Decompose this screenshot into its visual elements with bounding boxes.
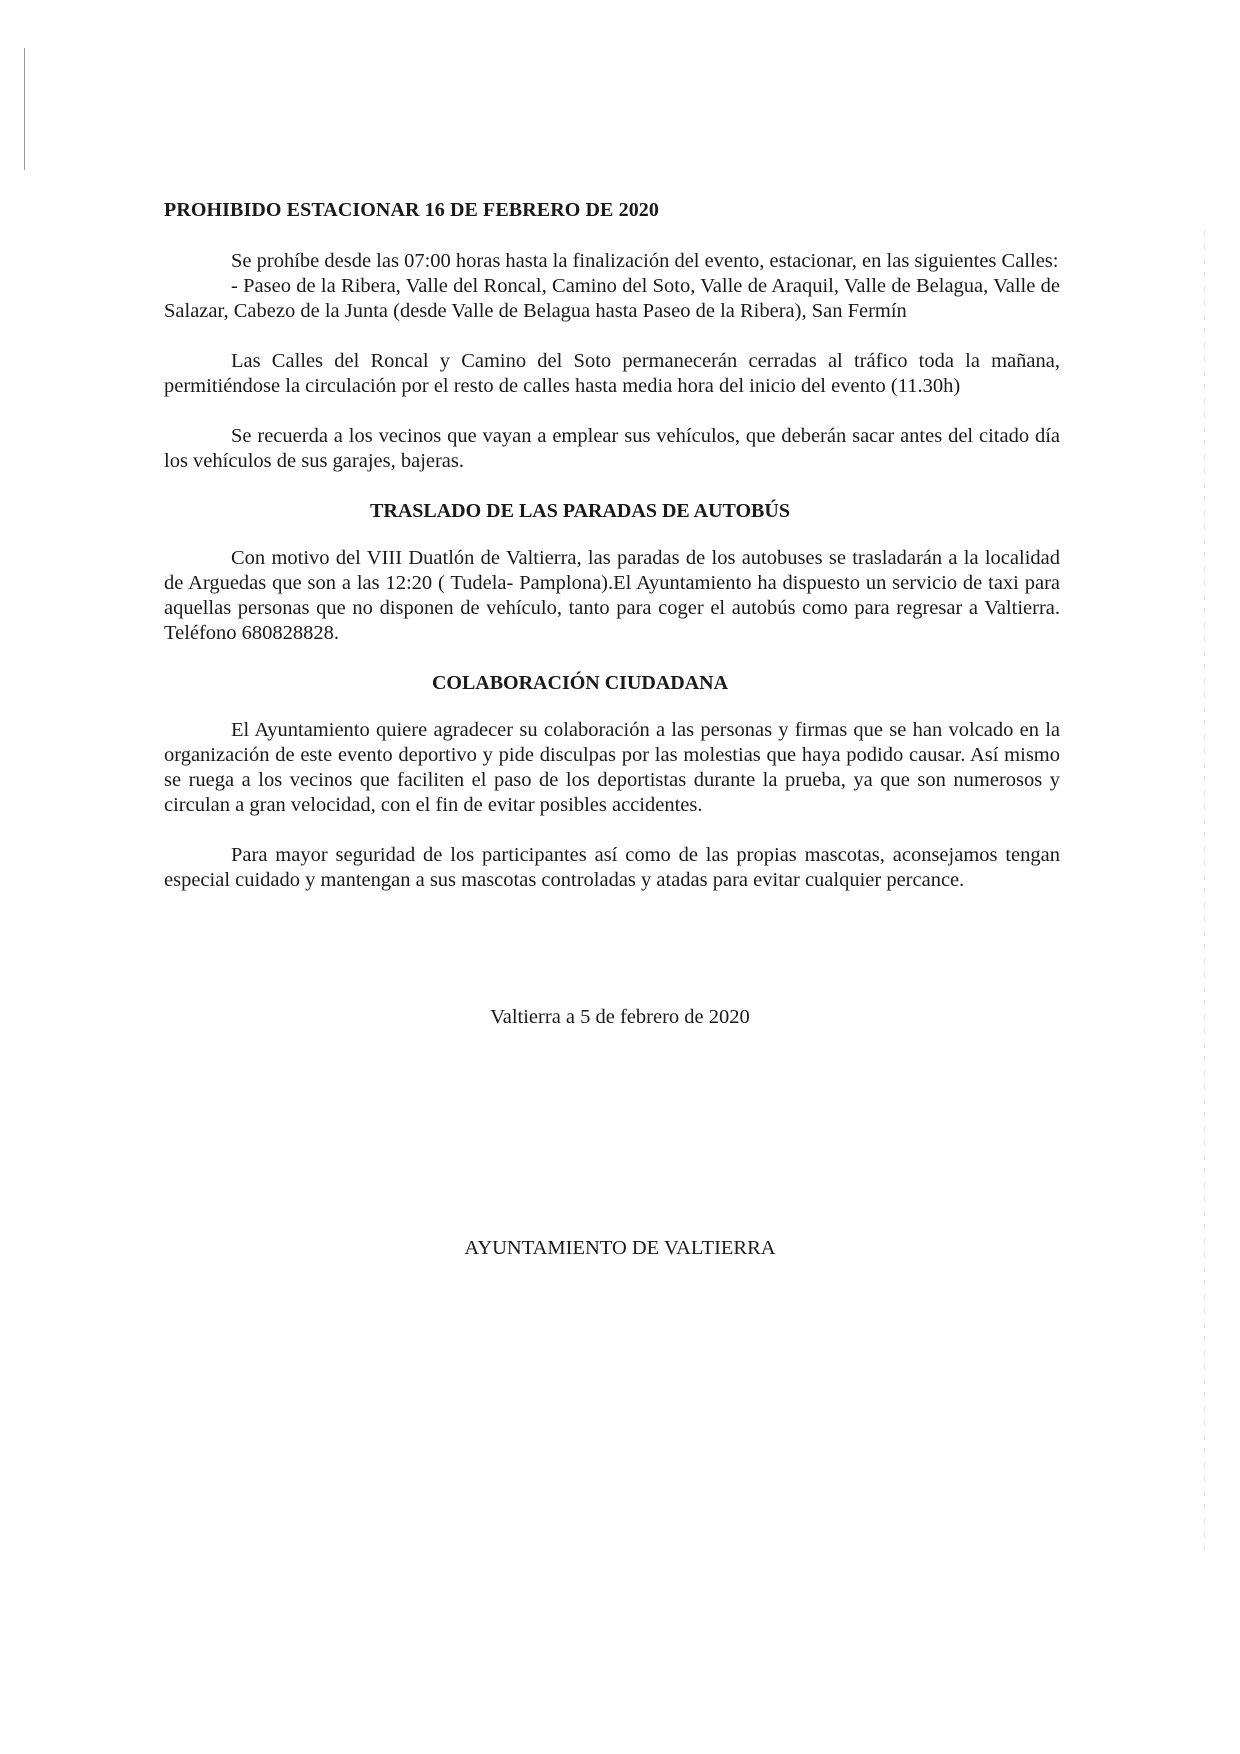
reminder-paragraph: Se recuerda a los vecinos que vayan a emplear sus vehículos, que deberán sacar antes del citado día los vehículos de sus garajes, bajeras.: [164, 425, 1060, 472]
collaboration-paragraph: El Ayuntamiento quiere agradecer su colaboración a las personas y firmas que se han volcado en la organización de este evento deportivo y pide disculpas por las molestias que haya podido causar. Así mismo se ruega a los vecinos que faciliten el paso de los deportistas durante la prueba, ya que son numerosos y circulan a gran velocidad, con el fin de evitar posibles accidentes.: [164, 719, 1060, 816]
closure-paragraph: Las Calles del Roncal y Camino del Soto permanecerán cerradas al tráfico toda la mañana, permitiéndose la circulación por el resto de calles hasta media hora del inicio del evento (11.30h): [164, 350, 1060, 397]
parking-intro: Se prohíbe desde las 07:00 horas hasta la finalización del evento, estacionar, en las siguientes Calles:: [231, 250, 1059, 272]
scan-edge-mark-right: [1204, 230, 1205, 1550]
collaboration-heading: COLABORACIÓN CIUDADANA: [431, 672, 729, 694]
bus-paragraph: Con motivo del VIII Duatlón de Valtierra, las paradas de los autobuses se trasladarán a la localidad de Arguedas que son a las 12:20 ( Tudela- Pamplona).El Ayuntamiento ha dispuesto un servicio de taxi para aquellas personas que no disponen de vehículo, tanto para coger el autobús como para regresar a Valtierra. Teléfono 680828828.: [164, 547, 1060, 644]
parking-street-list: - Paseo de la Ribera, Valle del Roncal, Camino del Soto, Valle de Araquil, Valle de Belagua, Valle de Salazar, Cabezo de la Junta (desde Valle de Belagua hasta Paseo de la Ribera), San Fermín: [164, 275, 1060, 322]
scan-edge-mark: [24, 48, 25, 170]
bus-heading: TRASLADO DE LAS PARADAS DE AUTOBÚS: [370, 500, 790, 522]
signature: AYUNTAMIENTO DE VALTIERRA: [464, 1237, 776, 1259]
parking-heading: PROHIBIDO ESTACIONAR 16 DE FEBRERO DE 2020: [164, 199, 660, 221]
pets-paragraph: Para mayor seguridad de los participantes así como de las propias mascotas, aconsejamos tengan especial cuidado y mantengan a sus mascotas controladas y atadas para evitar cualquier percance.: [164, 844, 1060, 891]
place-date: Valtierra a 5 de febrero de 2020: [490, 1006, 750, 1028]
notice-body: [164, 198, 1060, 893]
